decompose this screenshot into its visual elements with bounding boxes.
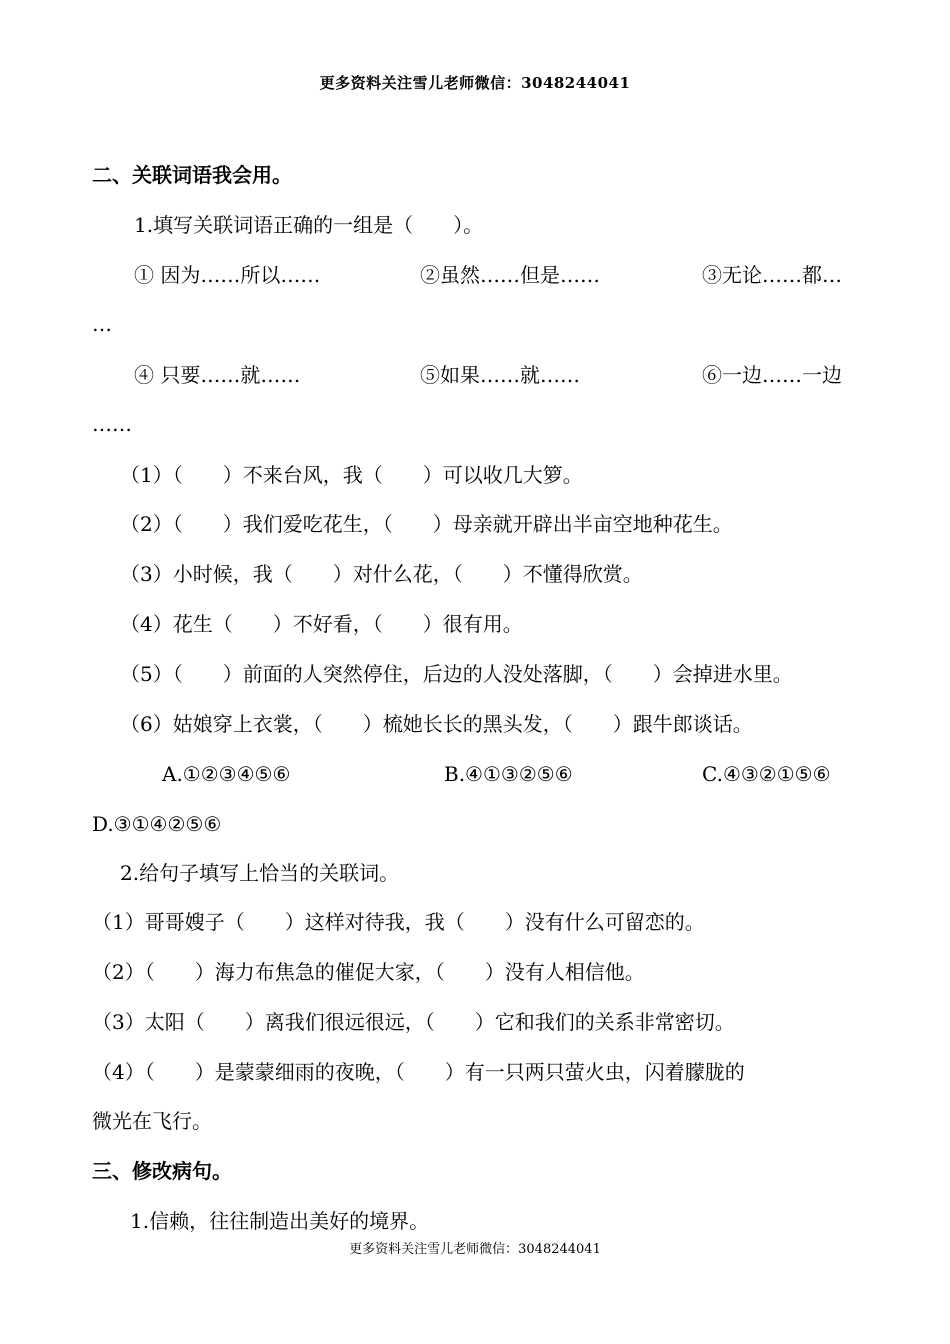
q2-item-3: （3）太阳（ ）离我们很远很远，（ ）它和我们的关系非常密切。	[92, 1010, 735, 1034]
q1-prompt: 1.填写关联词语正确的一组是（ ）。	[134, 213, 484, 237]
q1-item-3: （3）小时候，我（ ）对什么花，（ ）不懂得欣赏。	[120, 562, 643, 586]
q2-item-4: （4）（ ）是蒙蒙细雨的夜晚，（ ）有一只两只萤火虫，闪着朦胧的	[92, 1060, 745, 1084]
q1-item-2: （2）（ ）我们爱吃花生，（ ）母亲就开辟出半亩空地种花生。	[120, 512, 733, 536]
header-note: 更多资料关注雪儿老师微信：3048244041	[319, 74, 631, 92]
section-3-title: 三、修改病句。	[92, 1159, 232, 1183]
option-6: ⑥一边……一边	[702, 363, 842, 387]
choice-c: C.④③②①⑤⑥	[702, 762, 831, 786]
option-6-wrap: ……	[92, 412, 132, 436]
q2-item-1: （1）哥哥嫂子（ ）这样对待我，我（ ）没有什么可留恋的。	[92, 910, 705, 934]
q2-item-4-wrap: 微光在飞行。	[92, 1109, 212, 1133]
s3-q1: 1.信赖，往往制造出美好的境界。	[130, 1209, 430, 1233]
option-3-wrap: …	[92, 312, 112, 336]
option-3: ③无论……都…	[702, 263, 842, 287]
option-1: ① 因为……所以……	[134, 263, 321, 287]
q1-item-4: （4）花生（ ）不好看，（ ）很有用。	[120, 612, 523, 636]
q2-prompt: 2.给句子填写上恰当的关联词。	[120, 861, 400, 885]
choice-a: A.①②③④⑤⑥	[162, 762, 291, 786]
q2-item-2: （2）（ ）海力布焦急的催促大家，（ ）没有人相信他。	[92, 960, 645, 984]
choice-b: B.④①③②⑤⑥	[444, 762, 573, 786]
choice-d: D.③①④②⑤⑥	[92, 812, 222, 836]
q1-item-6: （6）姑娘穿上衣裳，（ ）梳她长长的黑头发，（ ）跟牛郎谈话。	[120, 712, 753, 736]
footer-note: 更多资料关注雪儿老师微信：3048244041	[349, 1242, 601, 1257]
q1-item-1: （1）（ ）不来台风，我（ ）可以收几大箩。	[120, 463, 583, 487]
option-2: ②虽然……但是……	[420, 263, 600, 287]
section-2-title: 二、关联词语我会用。	[92, 163, 292, 187]
option-5: ⑤如果……就……	[420, 363, 580, 387]
option-4: ④ 只要……就……	[134, 363, 301, 387]
q1-item-5: （5）（ ）前面的人突然停住，后边的人没处落脚，（ ）会掉进水里。	[120, 662, 793, 686]
